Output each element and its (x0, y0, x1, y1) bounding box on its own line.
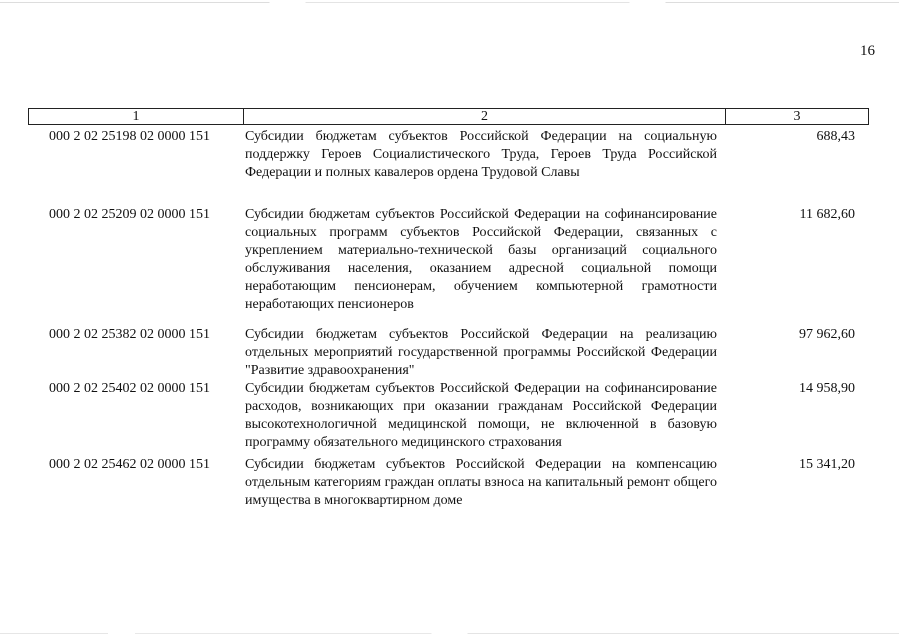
table-header (28, 108, 869, 125)
column-header-code: 1 (29, 109, 244, 124)
table-row (28, 128, 869, 182)
budget-table (28, 108, 869, 510)
row-amount: 688,43 (816, 129, 855, 144)
row-code: 000 2 02 25402 02 0000 151 (49, 381, 210, 396)
row-amount: 15 341,20 (799, 457, 855, 472)
row-description: Субсидии бюджетам субъектов Российской Федерации на софинансирование расходов, возникающих при оказании гражданам Российской Федерации высокотехнологичной медицинской помощи, не включенной в базовую программу обязательного медицинского страхования (245, 381, 717, 450)
column-header-description: 2 (244, 109, 726, 124)
row-amount: 11 682,60 (799, 207, 855, 222)
table-row (28, 456, 869, 510)
page-number: 16 (860, 43, 875, 59)
column-header-amount: 3 (793, 109, 801, 124)
row-description: Субсидии бюджетам субъектов Российской Федерации на социальную поддержку Героев Социалистического Труда, Героев Труда Российской Федерации и полных кавалеров ордена Трудовой Славы (245, 129, 717, 180)
row-code: 000 2 02 25462 02 0000 151 (49, 457, 210, 472)
row-description: Субсидии бюджетам субъектов Российской Федерации на компенсацию отдельным категориям граждан оплаты взноса на капитальный ремонт общего имущества в многоквартирном доме (245, 457, 717, 508)
table-row (28, 380, 869, 452)
scan-artifact-bottom (0, 633, 899, 634)
row-code: 000 2 02 25382 02 0000 151 (49, 327, 210, 342)
row-code: 000 2 02 25198 02 0000 151 (49, 129, 210, 144)
row-description: Субсидии бюджетам субъектов Российской Федерации на софинансирование социальных программ субъектов Российской Федерации, связанных с укреплением материально-технической базы организаций социального обслуживания населения, оказанием адресной социальной помощи неработающим пенсионерам, обучением компьютерной грамотности неработающих пенсионеров (245, 207, 717, 312)
table-row (28, 326, 869, 380)
scan-artifact-top (0, 2, 899, 3)
row-amount: 14 958,90 (799, 381, 855, 396)
row-amount: 97 962,60 (799, 327, 855, 342)
table-row (28, 206, 869, 314)
row-description: Субсидии бюджетам субъектов Российской Федерации на реализацию отдельных мероприятий государственной программы Российской Федерации "Развитие здравоохранения" (245, 327, 717, 378)
row-code: 000 2 02 25209 02 0000 151 (49, 207, 210, 222)
